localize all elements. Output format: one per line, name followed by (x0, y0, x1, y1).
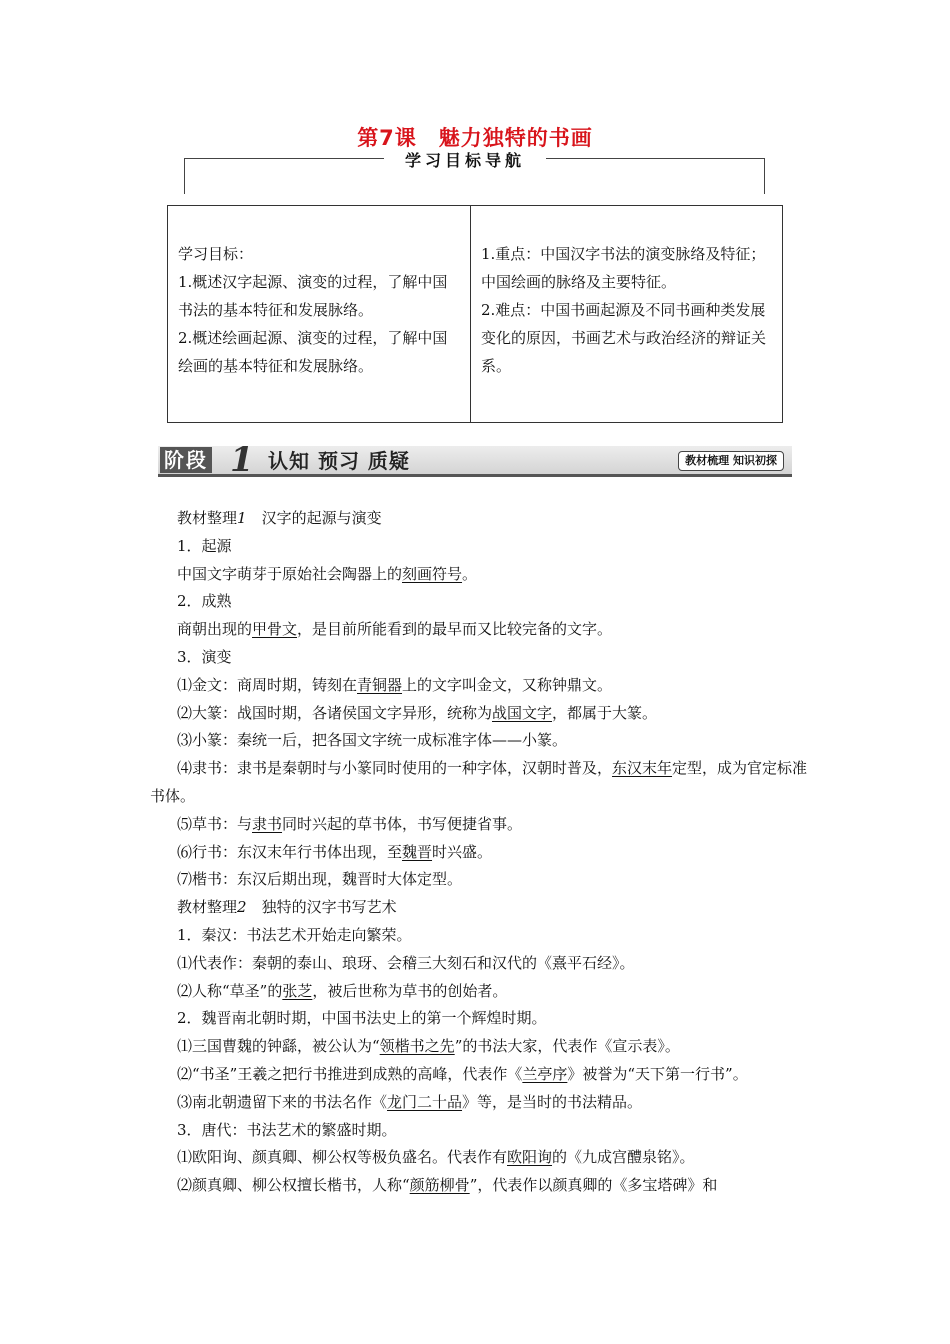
paragraph: ⑴金文：商周时期，铸刻在青铜器上的文字叫金文，又称钟鼎文。 (177, 675, 613, 694)
stage-word: 阶段 (160, 447, 212, 473)
goals-right-line: 1.重点：中国汉字书法的演变脉络及特征；中国绘画的脉络及主要特征。 (481, 245, 766, 291)
paragraph: ⑺楷书：东汉后期出现，魏晋时大体定型。 (177, 870, 463, 889)
goals-left-line: 2.概述绘画起源、演变的过程，了解中国绘画的基本特征和发展脉络。 (178, 329, 448, 375)
paragraph: ⑷隶书：隶书是秦朝时与小篆同时使用的一种字体，汉朝时普及，东汉末年定型，成为官定标准书体。 (150, 759, 808, 805)
stage-tag: 教材梳理 知识初探 (678, 451, 784, 471)
paragraph: ⑶南北朝遗留下来的书法名作《龙门二十品》等，是当时的书法精品。 (177, 1092, 643, 1111)
nav-label: 学习目标导航 (404, 151, 525, 170)
goals-right-line: 2.难点：中国书画起源及不同书画种类发展变化的原因，书画艺术与政治经济的辩证关系。 (481, 301, 767, 375)
nav-bracket-left (184, 158, 185, 194)
paragraph: ⑴代表作：秦朝的泰山、琅玡、会稽三大刻石和汉代的《熹平石经》。 (177, 953, 635, 972)
paragraph: 1．起源 (177, 536, 232, 555)
stage-banner (158, 440, 792, 480)
stage-number: 1 (230, 440, 254, 480)
paragraph: 1．秦汉：书法艺术开始走向繁荣。 (177, 925, 412, 944)
paragraph: ⑵大篆：战国时期，各诸侯国文字异形，统称为战国文字，都属于大篆。 (177, 703, 658, 722)
paragraph: 商朝出现的甲骨文，是目前所能看到的最早而又比较完备的文字。 (177, 620, 613, 639)
lesson-content (150, 505, 810, 1200)
goals-right-cell (471, 206, 782, 422)
paragraph: ⑴欧阳询、颜真卿、柳公权等极负盛名。代表作有欧阳询的《九成宫醴泉铭》。 (177, 1148, 695, 1167)
nav-divider-left (184, 158, 384, 159)
lesson-title: 第7课 魅力独特的书画 (357, 126, 593, 150)
paragraph: ⑵“书圣”王羲之把行书推进到成熟的高峰，代表作《兰亭序》被誉为“天下第一行书”。 (177, 1064, 748, 1083)
paragraph: 2．成熟 (177, 592, 232, 611)
goals-left-line: 1.概述汉字起源、演变的过程，了解中国书法的基本特征和发展脉络。 (178, 273, 448, 319)
paragraph: ⑶小篆：秦统一后，把各国文字统一成标准字体——小篆。 (177, 731, 568, 750)
paragraph: ⑸草书：与隶书同时兴起的草书体，书写便捷省事。 (177, 814, 523, 833)
paragraph: 2．魏晋南北朝时期，中国书法史上的第一个辉煌时期。 (177, 1009, 547, 1028)
paragraph: ⑵颜真卿、柳公权擅长楷书，人称“颜筋柳骨”，代表作以颜真卿的《多宝塔碑》和 (177, 1176, 718, 1195)
section-heading: 教材整理1 汉字的起源与演变 (177, 509, 382, 527)
goals-left-line: 学习目标： (178, 245, 254, 263)
nav-bracket-right (764, 158, 765, 194)
paragraph: ⑹行书：东汉末年行书体出现，至魏晋时兴盛。 (177, 842, 493, 861)
paragraph: 中国文字萌芽于原始社会陶器上的刻画符号。 (177, 564, 478, 583)
goals-left-cell (168, 206, 471, 422)
paragraph: ⑴三国曹魏的钟繇，被公认为“领楷书之先”的书法大家，代表作《宣示表》。 (177, 1037, 680, 1056)
nav-divider-right (546, 158, 765, 159)
paragraph: 3．演变 (177, 647, 232, 666)
paragraph: 3．唐代：书法艺术的繁盛时期。 (177, 1120, 397, 1139)
paragraph: ⑵人称“草圣”的张芝，被后世称为草书的创始者。 (177, 981, 508, 1000)
learning-goals-table (167, 205, 783, 423)
section-heading: 教材整理2 独特的汉字书写艺术 (177, 898, 397, 917)
stage-title: 认知 预习 质疑 (268, 449, 410, 473)
